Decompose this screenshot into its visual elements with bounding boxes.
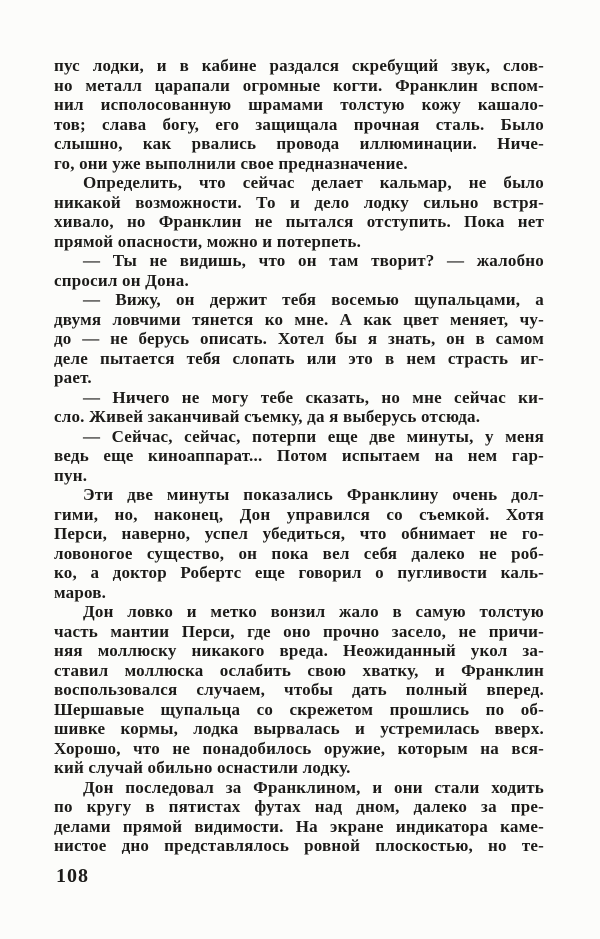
text-line: — Ты не видишь, что он там творит? — жалобно — [83, 251, 544, 270]
text-line: Дон ловко и метко вонзил жало в самую толстую — [83, 602, 544, 621]
text-line: спросил он Дона. — [54, 270, 189, 290]
text-line: няя моллюску никакого вреда. Неожиданный укол за- — [54, 641, 544, 660]
text-line: двумя ловчими тянется ко мне. А как цвет меняет, чу- — [54, 309, 544, 329]
text-line: нистое дно представлялось ровной плоскостью, но те- — [54, 836, 544, 855]
text-line: делами прямой видимости. На экране индикатора каме- — [54, 816, 544, 836]
text-line: пун. — [54, 465, 88, 485]
text-line: деле пытается тебя слопать или это в нем страсть иг- — [54, 348, 544, 368]
text-line: пус лодки, и в кабине раздался скребущий звук, слов- — [54, 56, 544, 75]
text-line: Хорошо, что не понадобилось оружие, которым на вся- — [54, 738, 544, 758]
text-line: ведь еще киноаппарат... Потом испытаем на нем гар- — [54, 446, 544, 465]
text-block — [54, 56, 544, 856]
text-line: прямой опасности, можно и потерпеть. — [54, 231, 362, 251]
text-line: никакой возможности. То и дело лодку сильно встря- — [54, 192, 544, 212]
text-line: ко, а доктор Робертс еще говорил о пугливости каль- — [54, 563, 544, 582]
text-line: но металл царапали огромные когти. Франклин вспом- — [54, 75, 544, 95]
text-line: — Сейчас, сейчас, потерпи еще две минуты, у меня — [83, 426, 544, 446]
text-line: часть мантии Перси, где оно прочно засело, не причи- — [54, 621, 544, 641]
page-number: 108 — [56, 865, 89, 887]
text-line: воспользовался случаем, чтобы дать полный вперед. — [54, 680, 544, 699]
text-line: — Ничего не могу тебе сказать, но мне сейчас ки- — [83, 387, 544, 407]
text-line: Шершавые щупальца со скрежетом прошлись по об- — [54, 699, 544, 719]
text-line: ставил моллюска ослабить свою хватку, и Франклин — [54, 660, 544, 680]
text-line: по кругу в пятистах футах над дном, далеко за пре- — [54, 797, 544, 816]
text-line: хивало, но Франклин не пытался отступить. Пока нет — [54, 212, 544, 231]
text-line: тов; слава богу, его защищала прочная сталь. Было — [54, 114, 544, 134]
text-line: Эти две минуты показались Франклину очень дол- — [83, 485, 544, 504]
text-line: нил исполосованную шрамами толстую кожу кашало- — [54, 95, 544, 114]
text-line: гими, но, наконец, Дон управился со съемкой. Хотя — [54, 504, 544, 524]
text-line: Перси, наверно, успел убедиться, что обнимает не го- — [54, 524, 544, 543]
text-line: Дон последовал за Франклином, и они стали ходить — [83, 777, 544, 797]
text-line: маров. — [54, 582, 107, 602]
text-line: шивке кормы, лодка вырвалась и устремилась вверх. — [54, 719, 544, 738]
text-line: до — не берусь описать. Хотел бы я знать, он в самом — [54, 329, 544, 348]
text-line: рает. — [54, 368, 92, 387]
text-line: — Вижу, он держит тебя восемью щупальцами, а — [83, 290, 544, 309]
text-line: го, они уже выполнили свое предназначение. — [54, 153, 408, 173]
text-line: слышно, как рвались провода иллюминации. Ниче- — [54, 134, 544, 153]
text-line: сло. Живей заканчивай съемку, да я выберусь отсюда. — [54, 407, 481, 426]
text-line: Определить, что сейчас делает кальмар, не было — [83, 173, 544, 192]
text-line: кий случай обильно оснастили лодку. — [54, 758, 351, 777]
text-line: ловоногое существо, он пока вел себя далеко не роб- — [54, 543, 544, 563]
